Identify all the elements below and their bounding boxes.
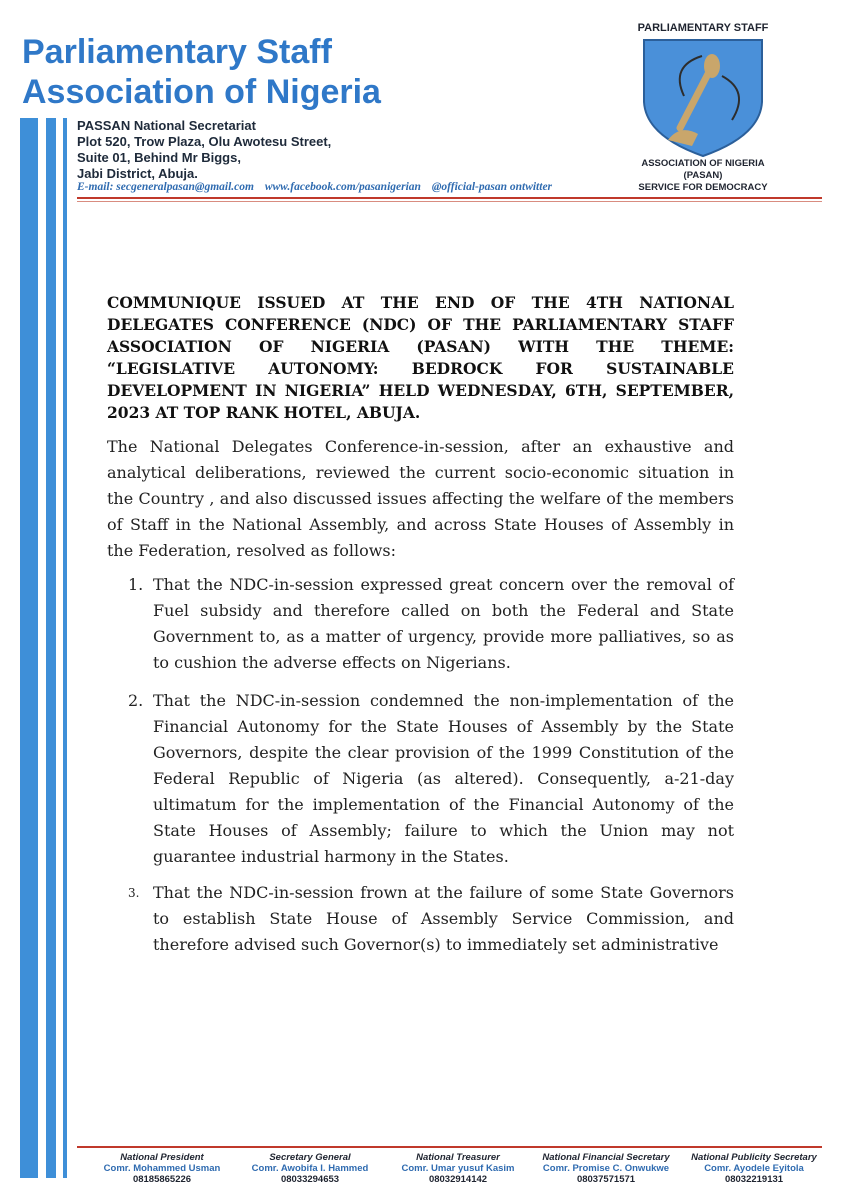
association-logo [628, 22, 778, 202]
officer-name: Comr. Mohammed Usman [103, 1163, 221, 1174]
twitter-handle[interactable]: @official-pasan ontwitter [431, 181, 553, 193]
logo-bottom-line: ASSOCIATION OF NIGERIA [641, 158, 765, 169]
decorative-bar [20, 118, 38, 1178]
officer-role: National Financial Secretary [542, 1152, 670, 1163]
resolution-item [128, 880, 734, 958]
resolution-item [128, 688, 734, 870]
organization-name [22, 32, 381, 112]
officer-treasurer [384, 1152, 532, 1185]
officer-role: Secretary General [269, 1152, 351, 1163]
officer-publicity-secretary [680, 1152, 828, 1185]
officer-phone: 08033294653 [280, 1174, 340, 1185]
resolution-item [128, 572, 734, 676]
decorative-bar [63, 118, 67, 1178]
officer-president [88, 1152, 236, 1185]
organization-name-line1: Parliamentary Staff [22, 33, 332, 71]
decorative-bar [46, 118, 56, 1178]
organization-name-line2: Association of Nigeria [22, 73, 381, 111]
officer-name: Comr. Ayodele Eyitola [704, 1163, 804, 1174]
logo-bottom-text [628, 158, 778, 194]
address-line: PASSAN National Secretariat [77, 118, 256, 133]
secretariat-address [77, 118, 331, 182]
email-link[interactable]: E-mail: secgeneralpasan@gmail.com [77, 181, 254, 193]
officer-phone: 08032219131 [724, 1174, 784, 1185]
resolution-number: 2. [128, 691, 144, 710]
resolution-number: 3. [128, 886, 140, 900]
officer-role: National Publicity Secretary [691, 1152, 817, 1163]
officer-phone: 08032914142 [428, 1174, 488, 1185]
communique-title: COMMUNIQUE ISSUED AT THE END OF THE 4TH NATIONAL DELEGATES CONFERENCE (NDC) OF THE PARLIAMENTARY STAFF ASSOCIATION OF NIGERIA (PASAN) WITH THE THEME: “LEGISLATIVE AUTONOMY: BEDROCK FOR SUSTAINABLE DEVELOPMENT IN NIGERIA” HELD WEDNESDAY, 6TH, SEPTEMBER, 2023 AT TOP RANK HOTEL, ABUJA. [107, 293, 734, 422]
officer-phone: 08037571571 [576, 1174, 636, 1185]
resolution-number: 1. [128, 575, 144, 594]
logo-motto: SERVICE FOR DEMOCRACY [638, 182, 768, 193]
footer-divider [77, 1146, 822, 1148]
officer-secretary-general [236, 1152, 384, 1185]
contact-line [77, 181, 560, 193]
officer-name: Comr. Umar yusuf Kasim [401, 1163, 515, 1174]
officer-phone: 08185865226 [132, 1174, 192, 1185]
resolution-text: That the NDC-in-session frown at the failure of some State Governors to establish State House of Assembly Service Commission, and therefore advised such Governor(s) to immediately set administrative [153, 883, 734, 954]
address-line: Jabi District, Abuja. [77, 166, 198, 181]
officer-role: National President [120, 1152, 204, 1163]
officer-financial-secretary [532, 1152, 680, 1185]
address-line: Plot 520, Trow Plaza, Olu Awotesu Street, [77, 134, 332, 149]
officer-role: National Treasurer [416, 1152, 500, 1163]
shield-mace-emblem [640, 36, 766, 158]
intro-paragraph: The National Delegates Conference-in-session, after an exhaustive and analytical deliberations, reviewed the current socio-economic situation in the Country , and also discussed issues affecting the welfare of the members of Staff in the National Assembly, and across State Houses of Assembly in the Federation, resolved as follows: [107, 437, 734, 560]
officers-footer [88, 1152, 828, 1185]
logo-bottom-line: (PASAN) [683, 170, 723, 181]
officer-name: Comr. Promise C. Onwukwe [542, 1163, 670, 1174]
logo-top-text: PARLIAMENTARY STAFF [637, 22, 769, 34]
resolution-text: That the NDC-in-session expressed great concern over the removal of Fuel subsidy and therefore called on both the Federal and State Government to, as a matter of urgency, provide more palliatives, so as to cushion the adverse effects on Nigerians. [153, 575, 734, 672]
address-line: Suite 01, Behind Mr Biggs, [77, 150, 241, 165]
officer-name: Comr. Awobifa I. Hammed [251, 1163, 369, 1174]
facebook-link[interactable]: www.facebook.com/pasanigerian [264, 181, 421, 193]
resolution-text: That the NDC-in-session condemned the non-implementation of the Financial Autonomy for the State Houses of Assembly by the State Governors, despite the clear provision of the 1999 Constitution of the Federal Republic of Nigeria (as altered). Consequently, a-21-day ultimatum for the implementation of the Financial Autonomy of the State Houses of Assembly; failure to which the Union may not guarantee industrial harmony in the States. [153, 691, 734, 866]
